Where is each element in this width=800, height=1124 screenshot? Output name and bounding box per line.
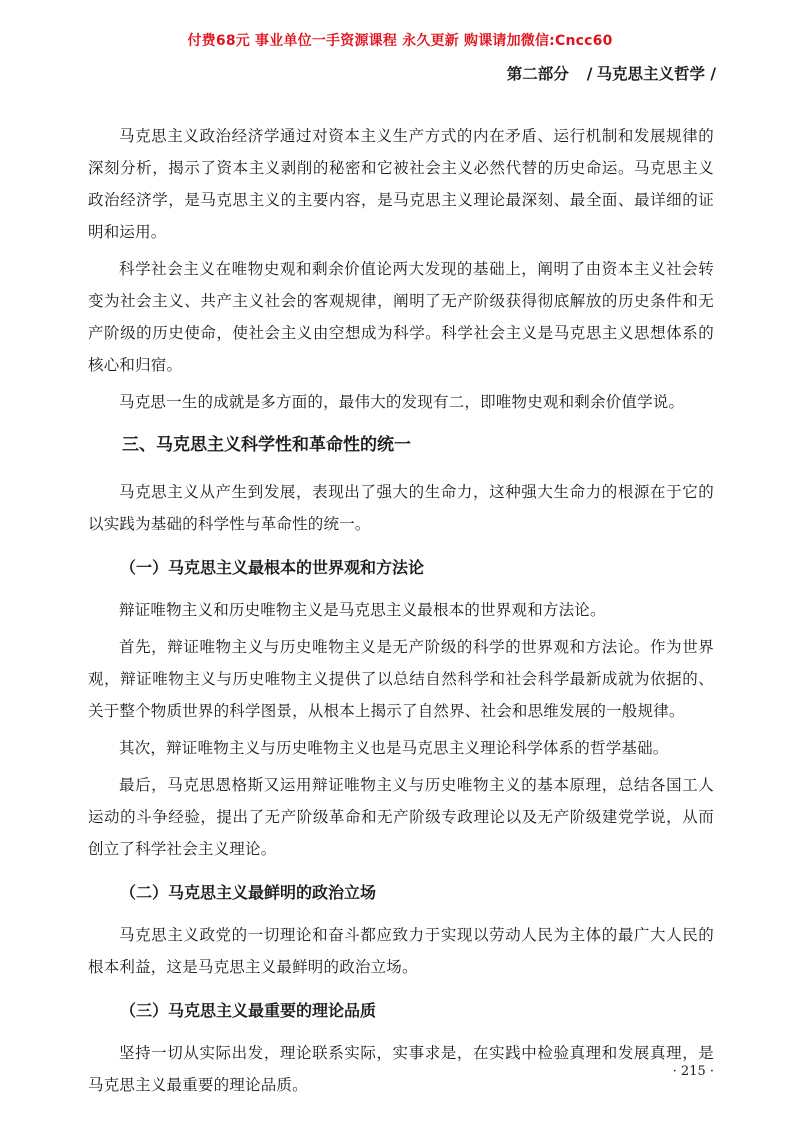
subsection-1-paragraph: 最后，马克思恩格斯又运用辩证唯物主义与历史唯物主义的基本原理，总结各国工人运动的斗争经验，提出了无产阶级革命和无产阶级专政理论以及无产阶级建党学说，从而创立了科学社会主义理论。 [88,776,714,858]
page-number: · 215 · [672,1064,714,1079]
subsection-heading-1: （一）马克思主义最根本的世界观和方法论 [120,558,425,577]
subsection-heading-3: （三）马克思主义最重要的理论品质 [120,1001,377,1020]
subsection-1-paragraph: 其次，辩证唯物主义与历史唯物主义也是马克思主义理论科学体系的哲学基础。 [119,739,669,757]
subsection-1-paragraph: 首先，辩证唯物主义与历史唯物主义是无产阶级的科学的世界观和方法论。作为世界观，辩证唯物主义与历史唯物主义提供了以总结自然科学和社会科学最新成就为依据的、关于整个物质世界的科学图景，从根本上揭示了自然界、社会和思维发展的一般规律。 [88,638,714,720]
section-heading-3: 三、马克思主义科学性和革命性的统一 [122,435,411,455]
paragraph-political-economy: 马克思主义政治经济学通过对资本主义生产方式的内在矛盾、运行机制和发展规律的深刻分析，揭示了资本主义剥削的秘密和它被社会主义必然代替的历史命运。马克思主义政治经济学，是马克思主义的主要内容，是马克思主义理论最深刻、最全面、最详细的证明和运用。 [88,127,714,241]
running-header [507,62,716,84]
watermark-banner: 付费68元 事业单位一手资源课程 永久更新 购课请加微信:Cncc60 [187,33,613,49]
page-body [88,120,714,1106]
subsection-1-paragraph: 辩证唯物主义和历史唯物主义是马克思主义最根本的世界观和方法论。 [119,601,606,619]
section-3-intro: 马克思主义从产生到发展，表现出了强大的生命力，这种强大生命力的根源在于它的以实践为基础的科学性与革命性的统一。 [88,483,714,533]
paragraph-scientific-socialism: 科学社会主义在唯物史观和剩余价值论两大发现的基础上，阐明了由资本主义社会转变为社会主义、共产主义社会的客观规律，阐明了无产阶级获得彻底解放的历史条件和无产阶级的历史使命，使社会主义由空想成为科学。科学社会主义是马克思主义思想体系的核心和归宿。 [88,260,714,374]
subsection-heading-2: （二）马克思主义最鲜明的政治立场 [120,883,377,902]
header-separator: / [586,64,593,83]
subsection-2-paragraph: 马克思主义政党的一切理论和奋斗都应致力于实现以劳动人民为主体的最广大人民的根本利益，这是马克思主义最鲜明的政治立场。 [88,926,714,976]
paragraph-two-discoveries: 马克思一生的成就是多方面的，最伟大的发现有二，即唯物史观和剩余价值学说。 [119,393,685,411]
header-title: 马克思主义哲学 / [596,64,716,83]
subsection-3-paragraph: 坚持一切从实际出发，理论联系实际，实事求是，在实践中检验真理和发展真理，是马克思主义最重要的理论品质。 [88,1044,714,1094]
header-part-label: 第二部分 [506,64,569,83]
